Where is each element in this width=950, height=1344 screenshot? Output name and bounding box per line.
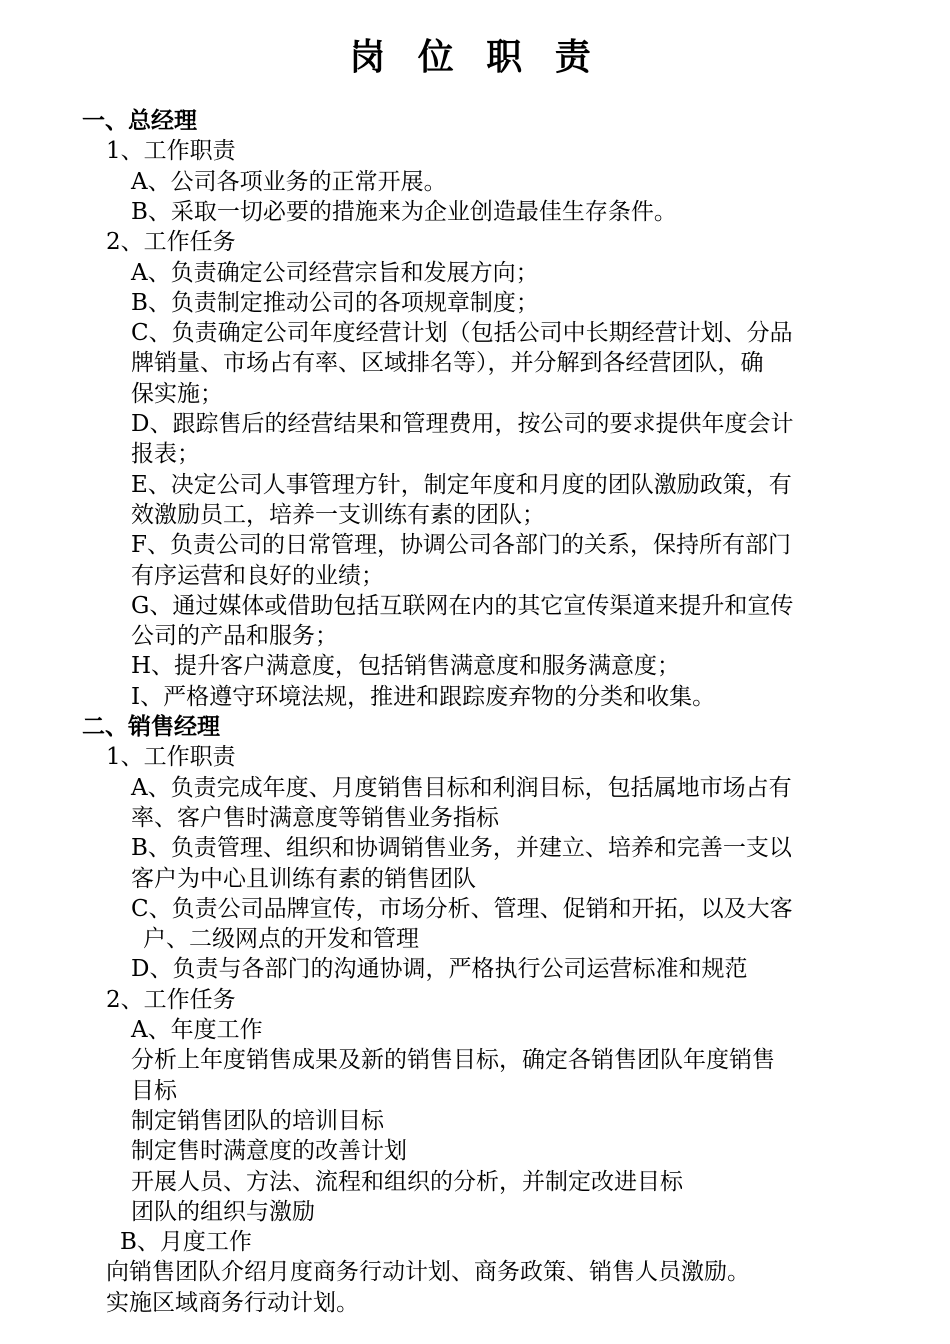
text-line: D、跟踪售后的经营结果和管理费用，按公司的要求提供年度会计 xyxy=(131,411,794,437)
text-line: 向销售团队介绍月度商务行动计划、商务政策、销售人员激励。 xyxy=(106,1259,750,1286)
section-heading: 一、总经理 xyxy=(82,108,197,134)
text-line: 报表； xyxy=(131,441,200,468)
text-line: A、负责完成年度、月度销售目标和利润目标，包括属地市场占有 xyxy=(131,774,792,801)
text-line: H、提升客户满意度，包括销售满意度和服务满意度； xyxy=(131,653,681,680)
text-line: I、严格遵守环境法规，推进和跟踪废弃物的分类和收集。 xyxy=(131,683,716,710)
text-line: F、负责公司的日常管理，协调公司各部门的关系，保持所有部门 xyxy=(131,532,791,559)
text-line: A、负责确定公司经营宗旨和发展方向； xyxy=(131,259,539,286)
text-line: C、负责确定公司年度经营计划（包括公司中长期经营计划、分品 xyxy=(131,320,793,347)
text-line: A、年度工作 xyxy=(131,1017,263,1043)
text-line: C、负责公司品牌宣传，市场分析、管理、促销和开拓，以及大客 xyxy=(131,895,793,922)
text-line: 制定售时满意度的改善计划 xyxy=(131,1138,407,1165)
text-line: 1、工作职责 xyxy=(106,138,236,165)
text-line: E、决定公司人事管理方针，制定年度和月度的团队激励政策，有 xyxy=(131,471,792,498)
text-line: 开展人员、方法、流程和组织的分析，并制定改进目标 xyxy=(131,1168,683,1195)
text-line: B、负责管理、组织和协调销售业务，并建立、培养和完善一支以 xyxy=(131,835,792,862)
text-line: 目标 xyxy=(131,1077,177,1104)
text-line: 团队的组织与激励 xyxy=(131,1198,315,1225)
text-line: 2、工作任务 xyxy=(106,986,236,1013)
text-line: G、通过媒体或借助包括互联网在内的其它宣传渠道来提升和宣传 xyxy=(131,592,794,619)
text-line: 户、二级网点的开发和管理 xyxy=(143,926,419,953)
text-line: 客户为中心且训练有素的销售团队 xyxy=(131,865,476,892)
text-line: D、负责与各部门的沟通协调，严格执行公司运营标准和规范 xyxy=(131,956,748,983)
text-line: 1、工作职责 xyxy=(106,744,236,771)
text-line: B、采取一切必要的措施来为企业创造最佳生存条件。 xyxy=(131,198,677,225)
text-line: 率、客户售时满意度等销售业务指标 xyxy=(131,804,499,831)
text-line: B、月度工作 xyxy=(120,1229,252,1256)
text-line: 分析上年度销售成果及新的销售目标，确定各销售团队年度销售 xyxy=(131,1047,775,1074)
text-line: 效激励员工，培养一支训练有素的团队； xyxy=(131,501,545,528)
section-heading: 二、销售经理 xyxy=(82,714,220,740)
text-line: 公司的产品和服务； xyxy=(131,623,338,650)
page-title: 岗 位 职 责 xyxy=(349,37,601,78)
text-line: 制定销售团队的培训目标 xyxy=(131,1107,384,1134)
text-line: 保实施； xyxy=(131,380,223,407)
text-line: B、负责制定推动公司的各项规章制度； xyxy=(131,289,539,316)
text-line: 实施区域商务行动计划。 xyxy=(106,1289,359,1316)
text-line: 牌销量、市场占有率、区域排名等），并分解到各经营团队，确 xyxy=(131,350,764,377)
text-line: A、公司各项业务的正常开展。 xyxy=(131,168,447,195)
text-line: 有序运营和良好的业绩； xyxy=(131,562,384,589)
text-line: 2、工作任务 xyxy=(106,229,236,256)
